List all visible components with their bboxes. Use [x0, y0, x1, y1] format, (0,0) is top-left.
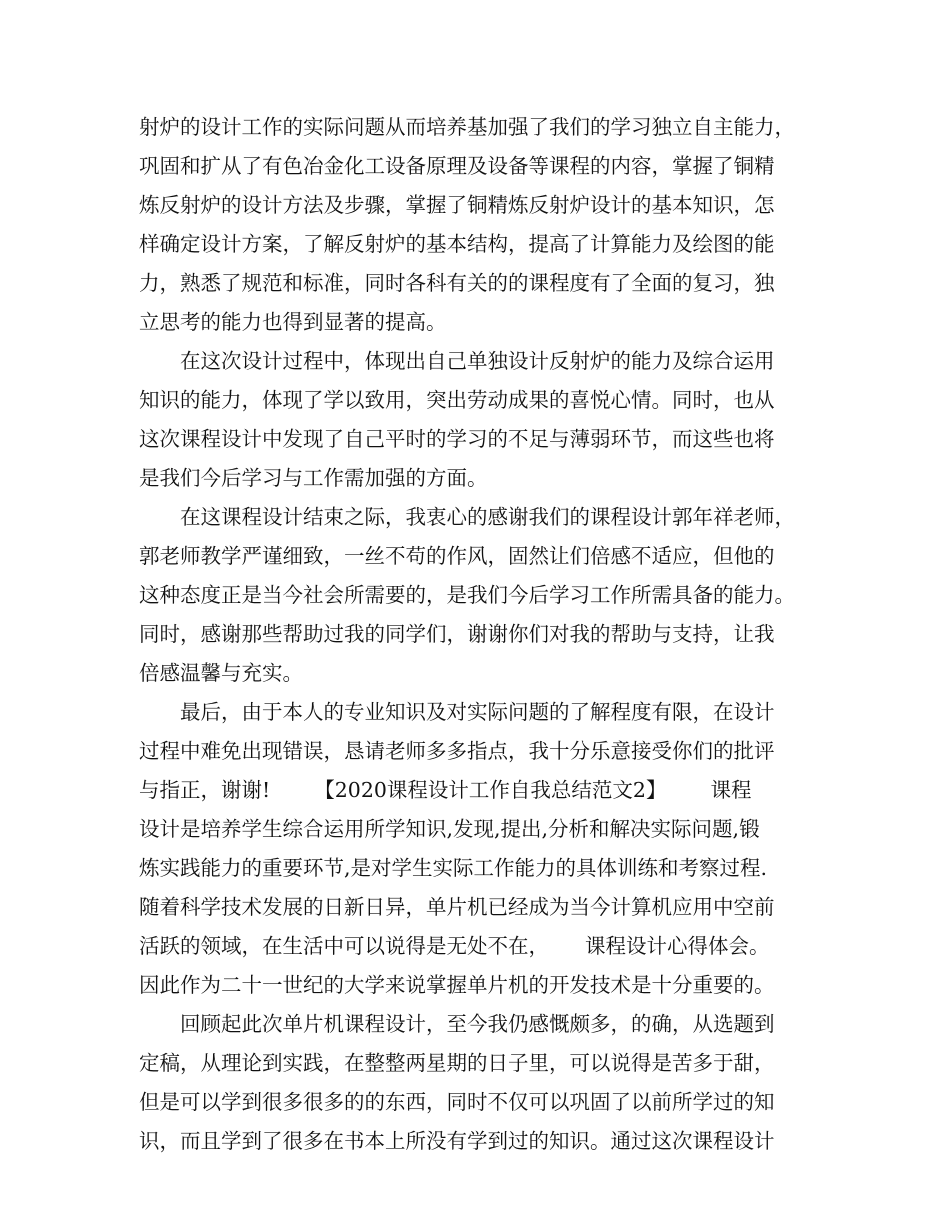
text-line: 巩固和扩从了有色冶金化工设备原理及设备等课程的内容，掌握了铜精 — [139, 154, 775, 178]
text-line: 在这课程设计结束之际，我衷心的感谢我们的课程设计郭年祥老师， — [139, 505, 795, 529]
section-heading: 【2020课程设计工作自我总结范文2】 — [314, 778, 667, 802]
text-line: 随着科学技术发展的日新日异，单片机已经成为当今计算机应用中空前 — [139, 895, 775, 919]
text-line: 识，而且学到了很多在书本上所没有学到过的知识。通过这次课程设计 — [139, 1129, 775, 1153]
text-line: 因此作为二十一世纪的大学来说掌握单片机的开发技术是十分重要的。 — [139, 973, 775, 997]
text-line: 定稿，从理论到实践，在整整两星期的日子里，可以说得是苦多于甜， — [139, 1051, 775, 1075]
text-line: 力，熟悉了规范和标准，同时各科有关的的课程度有了全面的复习，独 — [139, 271, 775, 295]
inline-heading: 课程设计心得体会。 — [585, 934, 770, 958]
text-line: 样确定设计方案，了解反射炉的基本结构，提高了计算能力及绘图的能 — [139, 232, 775, 256]
text-line: 在这次设计过程中，体现出自己单独设计反射炉的能力及综合运用 — [139, 349, 775, 373]
text-line: 郭老师教学严谨细致，一丝不苟的作风，固然让们倍感不适应，但他的 — [139, 544, 775, 568]
text-line: 过程中难免出现错误，恳请老师多多指点，我十分乐意接受你们的批评 — [139, 739, 775, 763]
closing-thanks: 与指正，谢谢! — [139, 778, 271, 802]
text-line: 这次课程设计中发现了自己平时的学习的不足与薄弱环节，而这些也将 — [139, 427, 775, 451]
text-line: 倍感温馨与充实。 — [139, 661, 303, 685]
text-line: 设计是培养学生综合运用所学知识,发现,提出,分析和解决实际问题,锻 — [139, 817, 760, 841]
text-line: 回顾起此次单片机课程设计，至今我仍感慨颇多，的确，从选题到 — [139, 1012, 775, 1036]
text-line: 知识的能力，体现了学以致用，突出劳动成果的喜悦心情。同时，也从 — [139, 388, 775, 412]
text-line: 立思考的能力也得到显著的提高。 — [139, 310, 447, 334]
text-line: 炼实践能力的重要环节,是对学生实际工作能力的具体训练和考察过程. — [139, 856, 768, 880]
text-line: 这种态度正是当今社会所需要的，是我们今后学习工作所需具备的能力。 — [139, 583, 795, 607]
text-line: 射炉的设计工作的实际问题从而培养基加强了我们的学习独立自主能力， — [139, 115, 795, 139]
text-line: 但是可以学到很多很多的的东西，同时不仅可以巩固了以前所学过的知 — [139, 1090, 775, 1114]
text-fragment: 课程 — [710, 778, 752, 802]
text-line: 炼反射炉的设计方法及步骤，掌握了铜精炼反射炉设计的基本知识，怎 — [139, 193, 775, 217]
text-line: 是我们今后学习与工作需加强的方面。 — [139, 466, 488, 490]
document-body — [139, 108, 819, 1161]
text-line-mixed — [139, 771, 819, 810]
text-line: 最后，由于本人的专业知识及对实际问题的了解程度有限，在设计 — [139, 700, 775, 724]
text-line: 同时，感谢那些帮助过我的同学们，谢谢你们对我的帮助与支持，让我 — [139, 622, 775, 646]
text-fragment: 活跃的领域，在生活中可以说得是无处不在， — [139, 934, 549, 958]
text-line-mixed — [139, 927, 819, 966]
